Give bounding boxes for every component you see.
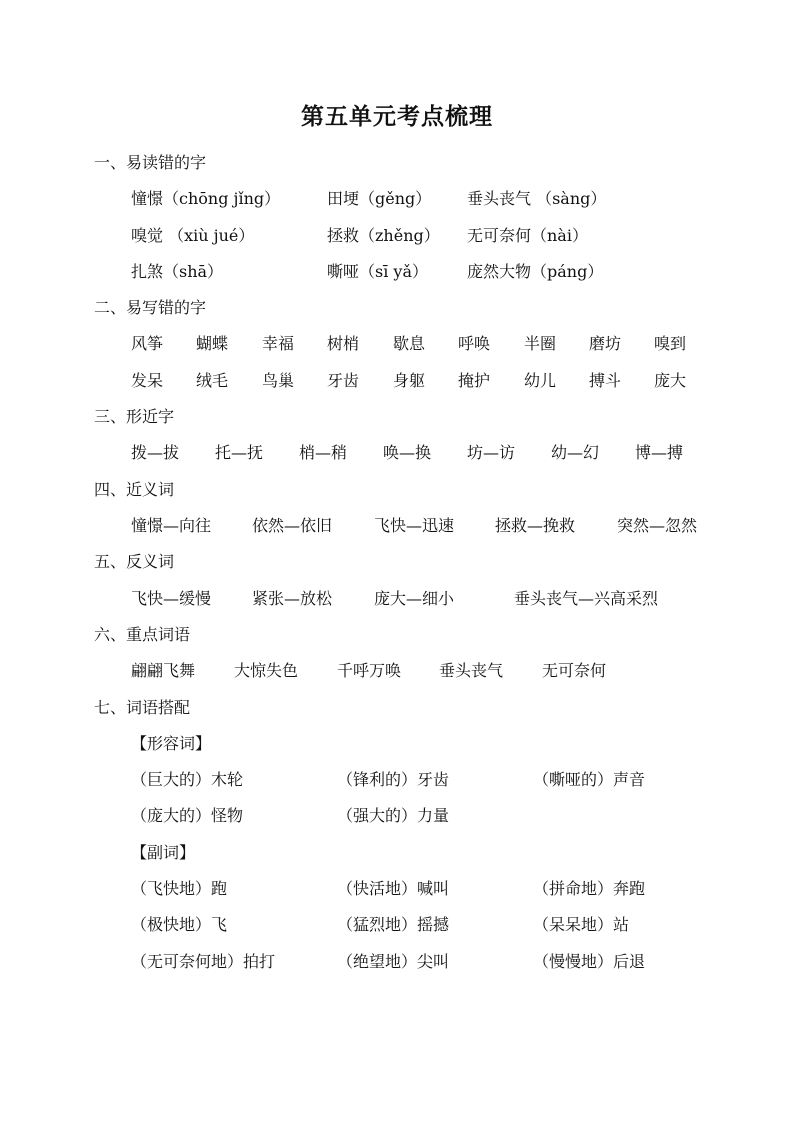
misread-item: 拯救（zhěng） [327, 226, 440, 245]
miswrite-word: 身躯 [393, 371, 426, 390]
antonym-pair: 庞大—细小 [374, 589, 455, 608]
section-heading-key-words: 六、重点词语 [94, 625, 191, 644]
miswrite-word: 风筝 [131, 334, 164, 353]
synonym-pair: 依然—依旧 [252, 516, 333, 535]
misread-item: 嘶哑（sī yǎ） [327, 262, 428, 281]
adjective-phrase: （庞大的）怪物 [131, 806, 244, 825]
miswrite-word: 幸福 [262, 334, 295, 353]
adjective-subheading: 【形容词】 [131, 734, 212, 753]
miswrite-word: 幼儿 [524, 371, 557, 390]
similar-char-pair: 拨—拔 [131, 443, 180, 462]
section-heading-easy-miswrite: 二、易写错的字 [94, 298, 207, 317]
adjective-phrase: （强大的）力量 [337, 806, 450, 825]
adverb-subheading: 【副词】 [131, 843, 196, 862]
miswrite-word: 搏斗 [589, 371, 622, 390]
miswrite-word: 树梢 [327, 334, 360, 353]
section-heading-easy-misread: 一、易读错的字 [94, 153, 207, 172]
similar-char-pair: 托—抚 [215, 443, 264, 462]
adverb-phrase: （快活地）喊叫 [337, 879, 450, 898]
antonym-pair: 飞快—缓慢 [131, 589, 212, 608]
miswrite-word: 牙齿 [327, 371, 360, 390]
adverb-phrase: （飞快地）跑 [131, 879, 228, 898]
misread-item: 田埂（gěng） [327, 189, 432, 208]
miswrite-word: 半圈 [524, 334, 557, 353]
section-heading-synonyms: 四、近义词 [94, 480, 175, 499]
section-heading-antonyms: 五、反义词 [94, 552, 175, 571]
key-word: 千呼万唤 [337, 661, 402, 680]
misread-item: 嗅觉 （xiù jué） [131, 226, 255, 245]
key-word: 大惊失色 [234, 661, 299, 680]
antonym-pair: 垂头丧气—兴高采烈 [514, 589, 659, 608]
adverb-phrase: （极快地）飞 [131, 915, 228, 934]
miswrite-word: 鸟巢 [262, 371, 295, 390]
miswrite-word: 发呆 [131, 371, 164, 390]
synonym-pair: 飞快—迅速 [374, 516, 455, 535]
synonym-pair: 憧憬—向往 [131, 516, 212, 535]
adverb-phrase: （无可奈何地）拍打 [131, 952, 276, 971]
adverb-phrase: （绝望地）尖叫 [337, 952, 450, 971]
antonym-pair: 紧张—放松 [252, 589, 333, 608]
miswrite-word: 绒毛 [196, 371, 229, 390]
miswrite-word: 掩护 [458, 371, 491, 390]
miswrite-word: 磨坊 [589, 334, 622, 353]
miswrite-word: 歇息 [393, 334, 426, 353]
misread-item: 憧憬（chōng jǐng） [131, 189, 281, 208]
similar-char-pair: 幼—幻 [551, 443, 600, 462]
similar-char-pair: 博—搏 [635, 443, 684, 462]
synonym-pair: 拯救—挽救 [495, 516, 576, 535]
misread-item: 垂头丧气 （sàng） [467, 189, 607, 208]
key-word: 垂头丧气 [439, 661, 504, 680]
miswrite-word: 庞大 [654, 371, 687, 390]
page-title: 第五单元考点梳理 [301, 103, 493, 130]
adverb-phrase: （猛烈地）摇撼 [337, 915, 450, 934]
adjective-phrase: （巨大的）木轮 [131, 770, 244, 789]
misread-item: 扎煞（shā） [131, 262, 224, 281]
miswrite-word: 蝴蝶 [196, 334, 229, 353]
section-heading-word-collocation: 七、词语搭配 [94, 698, 191, 717]
adverb-phrase: （慢慢地）后退 [533, 952, 646, 971]
key-word: 无可奈何 [542, 661, 607, 680]
adjective-phrase: （锋利的）牙齿 [337, 770, 450, 789]
misread-item: 无可奈何（nài） [467, 226, 588, 245]
similar-char-pair: 梢—稍 [299, 443, 348, 462]
section-heading-similar-chars: 三、形近字 [94, 407, 175, 426]
adverb-phrase: （拼命地）奔跑 [533, 879, 646, 898]
similar-char-pair: 唤—换 [383, 443, 432, 462]
adverb-phrase: （呆呆地）站 [533, 915, 630, 934]
misread-item: 庞然大物（páng） [467, 262, 604, 281]
adjective-phrase: （嘶哑的）声音 [533, 770, 646, 789]
miswrite-word: 呼唤 [458, 334, 491, 353]
miswrite-word: 嗅到 [654, 334, 687, 353]
synonym-pair: 突然—忽然 [617, 516, 698, 535]
key-word: 翩翩飞舞 [131, 661, 196, 680]
similar-char-pair: 坊—访 [467, 443, 516, 462]
